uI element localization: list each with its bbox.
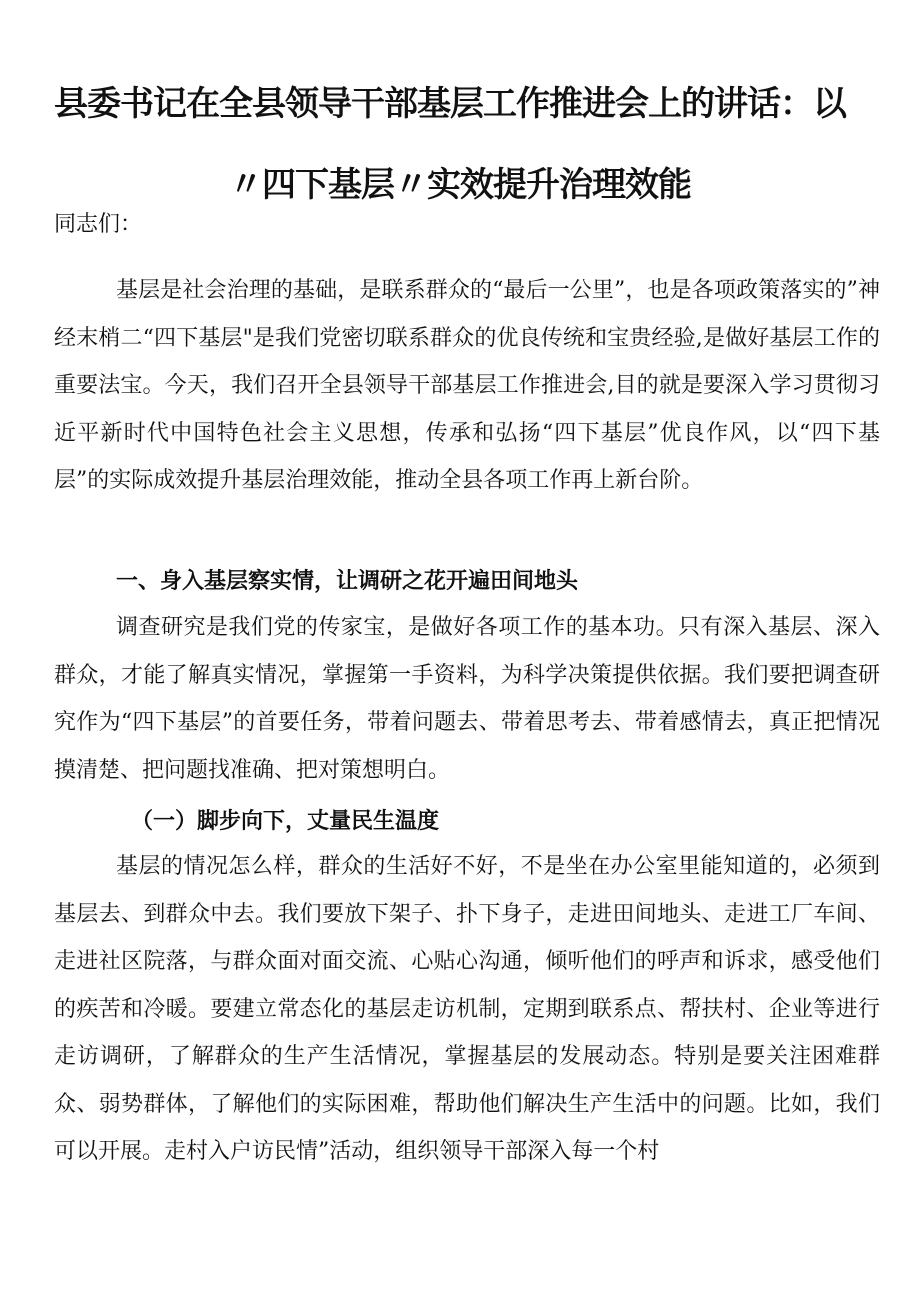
salutation: 同志们： <box>54 212 143 237</box>
document-title-line-2: 〃四下基层〃实效提升治理效能 <box>229 165 691 205</box>
body-paragraph-3: 基层的情况怎么样，群众的生活好不好，不是坐在办公室里能知道的，必须到基层去、到群众中去。我们要放下架子、扑下身子，走进田间地头、走进工厂车间、走进社区院落，与群众面对面交流、心贴心沟通，倾听他们的呼声和诉求，感受他们的疾苦和冷暖。要建立常态化的基层走访机制，定期到联系点、帮扶村、企业等进行走访调研，了解群众的生产生活情况，掌握基层的发展动态。特别是要关注困难群众、弱势群体，了解他们的实际困难，帮助他们解决生产生活中的问题。比如，我们可以开展。走村入户访民情”活动，组织领导干部深入每一个村 <box>54 854 880 1164</box>
document-title-line-1: 县委书记在全县领导干部基层工作推进会上的讲话：以 <box>54 84 846 124</box>
section-heading-1: 一、身入基层察实情，让调研之花开遍田间地头 <box>116 569 579 594</box>
subsection-heading-1: （一）脚步向下，丈量民生温度 <box>131 809 440 834</box>
body-paragraph-1: 基层是社会治理的基础，是联系群众的“最后一公里”，也是各项政策落实的”神经末梢二“四下基层"是我们党密切联系群众的优良传统和宝贵经验,是做好基层工作的重要法宝。今天，我们召开全县领导干部基层工作推进会,目的就是要深入学习贯彻习近平新时代中国特色社会主义思想，传承和弘扬“四下基层”优良作风，以“四下基层”的实际成效提升基层治理效能，推动全县各项工作再上新台阶。 <box>54 278 880 493</box>
body-paragraph-2: 调查研究是我们党的传家宝，是做好各项工作的基本功。只有深入基层、深入群众，才能了解真实情况，掌握第一手资料，为科学决策提供依据。我们要把调查研究作为“四下基层”的首要任务，带着问题去、带着思考去、带着感情去，真正把情况摸清楚、把问题找准确、把对策想明白。 <box>54 615 880 783</box>
